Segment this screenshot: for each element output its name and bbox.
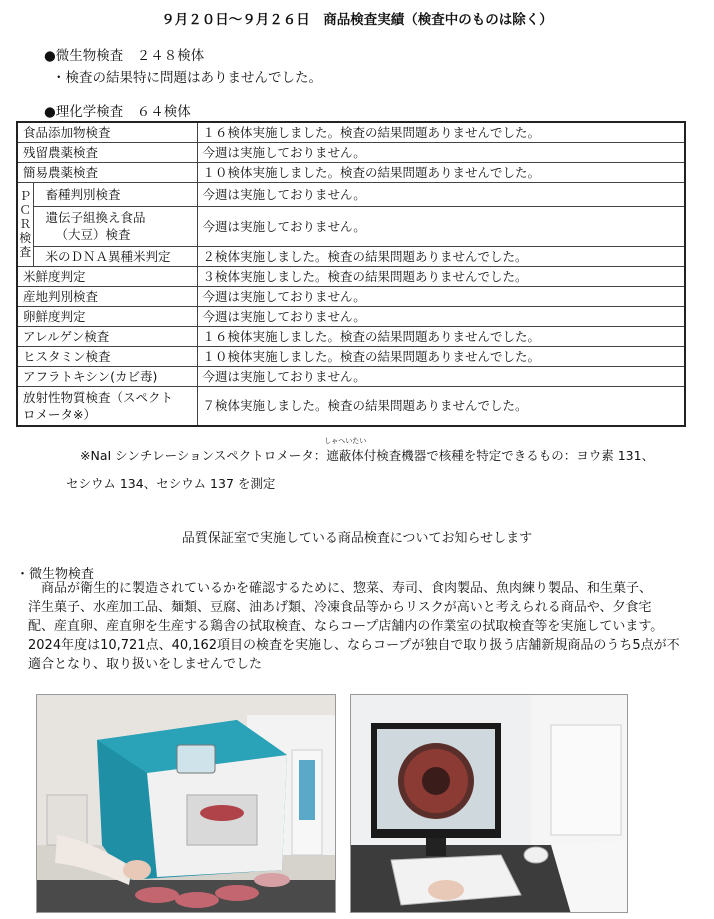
microbe-heading: ●微生物検査 ２４８検体 [44, 48, 205, 64]
body-line: 洋生菓子、水産加工品、麺類、豆腐、油あげ類、冷凍食品等からリスクが高いと考えられる商品や、夕食宅 [28, 600, 652, 615]
page-title: ９月２０日～９月２６日 商品検査実績（検査中のものは除く） [161, 12, 553, 28]
body-line: 2024年度は10,721点、40,162項目の検査を実施し、ならコープが独自で取り扱う店舗新規商品のうち5点が不 [28, 638, 680, 653]
item-cell: ヒスタミン検査 [17, 346, 197, 366]
ruby-word: しゃへいたい 遮蔽 [324, 437, 367, 463]
body-line: 適合となり、取り扱いをしませんでした [28, 657, 263, 672]
result-cell: １６検体実施しました。検査の結果問題ありませんでした。 [197, 122, 685, 142]
table-row [17, 182, 685, 206]
table-row [17, 246, 685, 266]
table-row [17, 142, 685, 162]
result-cell: 今週は実施しておりません。 [197, 206, 685, 246]
table-row [17, 122, 685, 142]
info-heading: 品質保証室で実施している商品検査についてお知らせします [181, 531, 533, 546]
table-row [17, 206, 685, 246]
result-cell: ７検体実施しました。検査の結果問題ありませんでした。 [197, 386, 685, 426]
result-cell: ２検体実施しました。検査の結果問題ありませんでした。 [197, 246, 685, 266]
body-line: 配、産直卵、産直卵を生産する鶏舎の拭取検査、ならコープ店舗内の作業室の拭取検査等を実施しています。 [28, 619, 664, 634]
table-row [17, 366, 685, 386]
item-cell: 産地判別検査 [17, 286, 197, 306]
results-table [16, 121, 686, 427]
item-cell: 遺伝子組換え食品 （大豆）検査 [33, 206, 197, 246]
lab-instrument-photo [36, 694, 336, 913]
physchem-heading: ●理化学検査 ６４検体 [44, 104, 191, 120]
lab-instrument-photo-illustration [37, 695, 336, 913]
result-cell: 今週は実施しておりません。 [197, 286, 685, 306]
item-cell: 畜種判別検査 [33, 182, 197, 206]
table-row [17, 162, 685, 182]
item-cell: 簡易農薬検査 [17, 162, 197, 182]
pcr-group-label: ＰＣＲ検査 [17, 182, 33, 266]
table-row [17, 286, 685, 306]
table-row [17, 386, 685, 426]
item-cell: 米鮮度判定 [17, 266, 197, 286]
computer-analysis-photo [350, 694, 628, 913]
result-cell: 今週は実施しておりません。 [197, 182, 685, 206]
item-cell: 残留農薬検査 [17, 142, 197, 162]
table-row [17, 326, 685, 346]
item-cell: アフラトキシン(カビ毒) [17, 366, 197, 386]
body-line: 商品が衛生的に製造されているかを確認するために、惣菜、寿司、食肉製品、魚肉練り製品、和生菓子、 [28, 581, 653, 596]
computer-analysis-photo-illustration [351, 695, 628, 913]
micro-body [28, 579, 708, 674]
item-cell: 米のＤＮＡ異種米判定 [33, 246, 197, 266]
result-cell: １０検体実施しました。検査の結果問題ありませんでした。 [197, 162, 685, 182]
result-cell: 今週は実施しておりません。 [197, 366, 685, 386]
micro-heading: ・微生物検査 [16, 567, 95, 582]
microbe-note: ・検査の結果特に問題はありませんでした。 [52, 70, 322, 86]
result-cell: 今週は実施しておりません。 [197, 306, 685, 326]
result-cell: 今週は実施しておりません。 [197, 142, 685, 162]
item-cell: 食品添加物検査 [17, 122, 197, 142]
result-cell: １０検体実施しました。検査の結果問題ありませんでした。 [197, 346, 685, 366]
table-row [17, 346, 685, 366]
table-row [17, 266, 685, 286]
footnote-line2: セシウム 134、セシウム 137 を測定 [66, 476, 276, 491]
item-cell: アレルゲン検査 [17, 326, 197, 346]
footnote-line1: ※NaI シンチレーションスペクトロメータ： しゃへいたい 遮蔽体付検査機器で核種を特定できるもの：ヨウ素 131、 [80, 437, 655, 463]
result-cell: ３検体実施しました。検査の結果問題ありませんでした。 [197, 266, 685, 286]
item-cell: 卵鮮度判定 [17, 306, 197, 326]
item-cell: 放射性物質検査（スペクト ロメータ※） [17, 386, 197, 426]
table-row [17, 306, 685, 326]
result-cell: １６検体実施しました。検査の結果問題ありませんでした。 [197, 326, 685, 346]
